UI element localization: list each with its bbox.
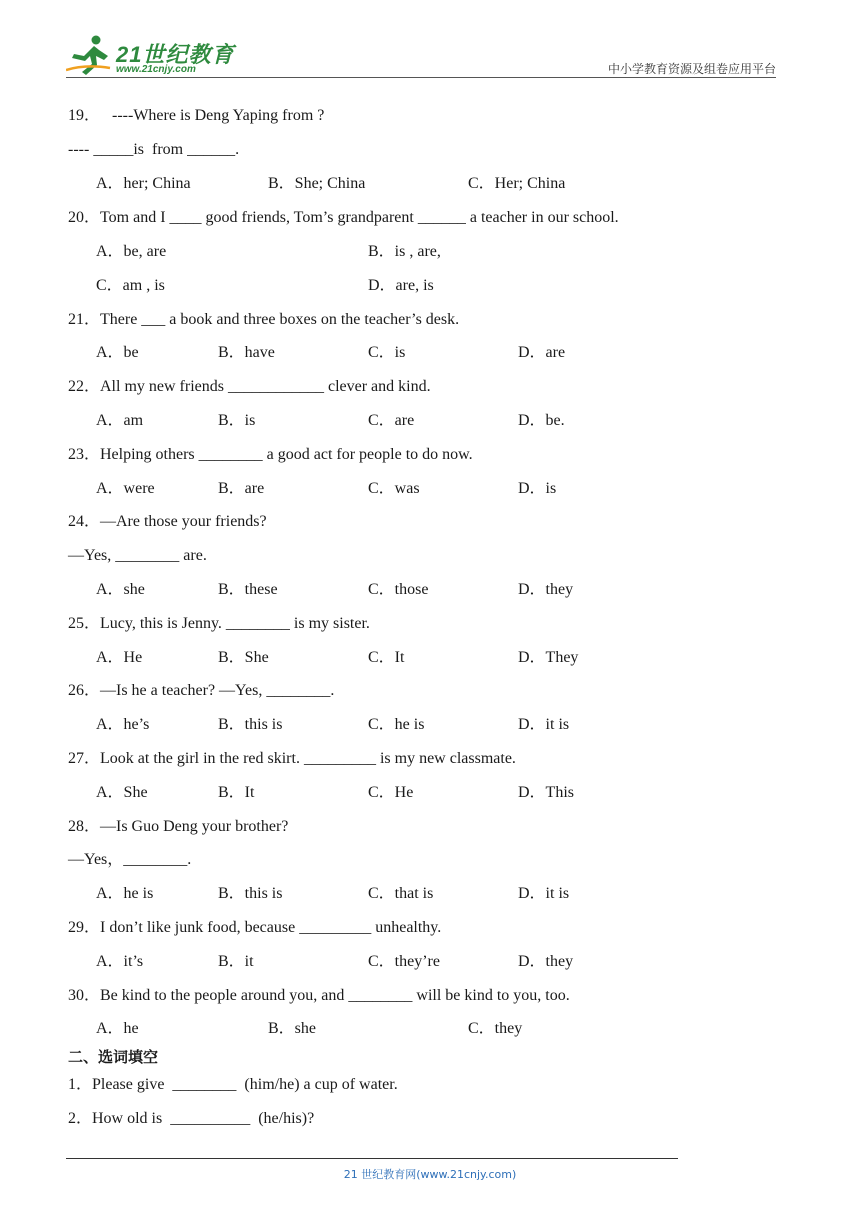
- option-b[interactable]: B．It: [218, 784, 255, 801]
- option-b[interactable]: B．is: [218, 412, 256, 429]
- question-stem: 22．All my new friends ____________ clever and kind.: [68, 378, 431, 395]
- option-a[interactable]: A．am: [96, 412, 144, 429]
- option-d[interactable]: D．it is: [518, 716, 570, 733]
- option-d[interactable]: D．be.: [518, 412, 565, 429]
- header-divider: [66, 77, 776, 78]
- section-title: 二、选词填空: [68, 1048, 159, 1066]
- question-stem: 19． ----Where is Deng Yaping from ?: [68, 107, 325, 124]
- option-c[interactable]: C．is: [368, 344, 406, 361]
- question-stem: 24．—Are those your friends?: [68, 513, 267, 530]
- option-c[interactable]: C．was: [368, 480, 420, 497]
- option-d[interactable]: D．it is: [518, 885, 570, 902]
- question-stem-line2: ---- _____is from ______.: [68, 141, 240, 158]
- platform-name: 中小学教育资源及组卷应用平台: [607, 62, 776, 76]
- option-b[interactable]: B．She; China: [268, 175, 366, 192]
- logo: [66, 34, 236, 80]
- option-c[interactable]: C．that is: [368, 885, 434, 902]
- option-a[interactable]: A．were: [96, 480, 155, 497]
- option-d[interactable]: D．they: [518, 953, 574, 970]
- option-d[interactable]: D．This: [518, 784, 575, 801]
- fill-in-item: 1．Please give ________ (him/he) a cup of water.: [68, 1076, 398, 1093]
- option-a[interactable]: A．be: [96, 344, 139, 361]
- question-stem: 26．—Is he a teacher? —Yes, ________.: [68, 682, 335, 699]
- question-stem-line2: —Yes, ________ are.: [68, 547, 207, 564]
- option-b[interactable]: B．these: [218, 581, 278, 598]
- question-stem: 27．Look at the girl in the red skirt. _________ is my new classmate.: [68, 750, 516, 767]
- question-stem: 30．Be kind to the people around you, and ________ will be kind to you, too.: [68, 987, 570, 1004]
- question-stem: 20．Tom and I ____ good friends, Tom’s grandparent ______ a teacher in our school.: [68, 209, 619, 226]
- option-c[interactable]: C．am , is: [96, 277, 165, 294]
- option-d[interactable]: D．They: [518, 649, 579, 666]
- option-a[interactable]: A．her; China: [96, 175, 191, 192]
- option-c[interactable]: C．those: [368, 581, 429, 598]
- fill-in-item: 2．How old is __________ (he/his)?: [68, 1110, 315, 1127]
- question-stem: 23．Helping others ________ a good act for people to do now.: [68, 446, 473, 463]
- option-c[interactable]: C．they’re: [368, 953, 440, 970]
- page-header: [0, 0, 860, 80]
- footer-divider: [66, 1158, 678, 1159]
- option-d[interactable]: D．they: [518, 581, 574, 598]
- option-b[interactable]: B．are: [218, 480, 265, 497]
- footer-text[interactable]: 21 世纪教育网(www.21cnjy.com): [343, 1168, 517, 1181]
- option-a[interactable]: A．He: [96, 649, 143, 666]
- option-c[interactable]: C．are: [368, 412, 415, 429]
- option-a[interactable]: A．She: [96, 784, 148, 801]
- option-a[interactable]: A．he’s: [96, 716, 150, 733]
- question-stem-line2: —Yes，________.: [68, 851, 192, 868]
- option-a[interactable]: A．it’s: [96, 953, 144, 970]
- question-stem: 25．Lucy, this is Jenny. ________ is my sister.: [68, 615, 370, 632]
- option-c[interactable]: C．It: [368, 649, 405, 666]
- option-b[interactable]: B．have: [218, 344, 275, 361]
- question-stem: 29．I don’t like junk food, because _________ unhealthy.: [68, 919, 442, 936]
- option-a[interactable]: A．he: [96, 1020, 139, 1037]
- option-c[interactable]: C．He: [368, 784, 414, 801]
- logo-url: www.21cnjy.com: [116, 64, 196, 75]
- option-c[interactable]: C．Her; China: [468, 175, 566, 192]
- question-stem: 28．—Is Guo Deng your brother?: [68, 818, 289, 835]
- option-a[interactable]: A．she: [96, 581, 145, 598]
- option-c[interactable]: C．he is: [368, 716, 425, 733]
- logo-text: 21世纪教育: [116, 42, 235, 67]
- option-a[interactable]: A．he is: [96, 885, 154, 902]
- option-b[interactable]: B．this is: [218, 716, 283, 733]
- option-d[interactable]: D．are: [518, 344, 566, 361]
- option-b[interactable]: B．She: [218, 649, 269, 666]
- option-b[interactable]: B．is , are,: [368, 243, 441, 260]
- option-a[interactable]: A．be, are: [96, 243, 167, 260]
- option-b[interactable]: B．this is: [218, 885, 283, 902]
- option-d[interactable]: D．are, is: [368, 277, 434, 294]
- option-b[interactable]: B．it: [218, 953, 254, 970]
- option-d[interactable]: D．is: [518, 480, 557, 497]
- option-b[interactable]: B．she: [268, 1020, 317, 1037]
- option-c[interactable]: C．they: [468, 1020, 523, 1037]
- question-stem: 21．There ___ a book and three boxes on the teacher’s desk.: [68, 311, 460, 328]
- runner-logo-icon: [66, 34, 114, 76]
